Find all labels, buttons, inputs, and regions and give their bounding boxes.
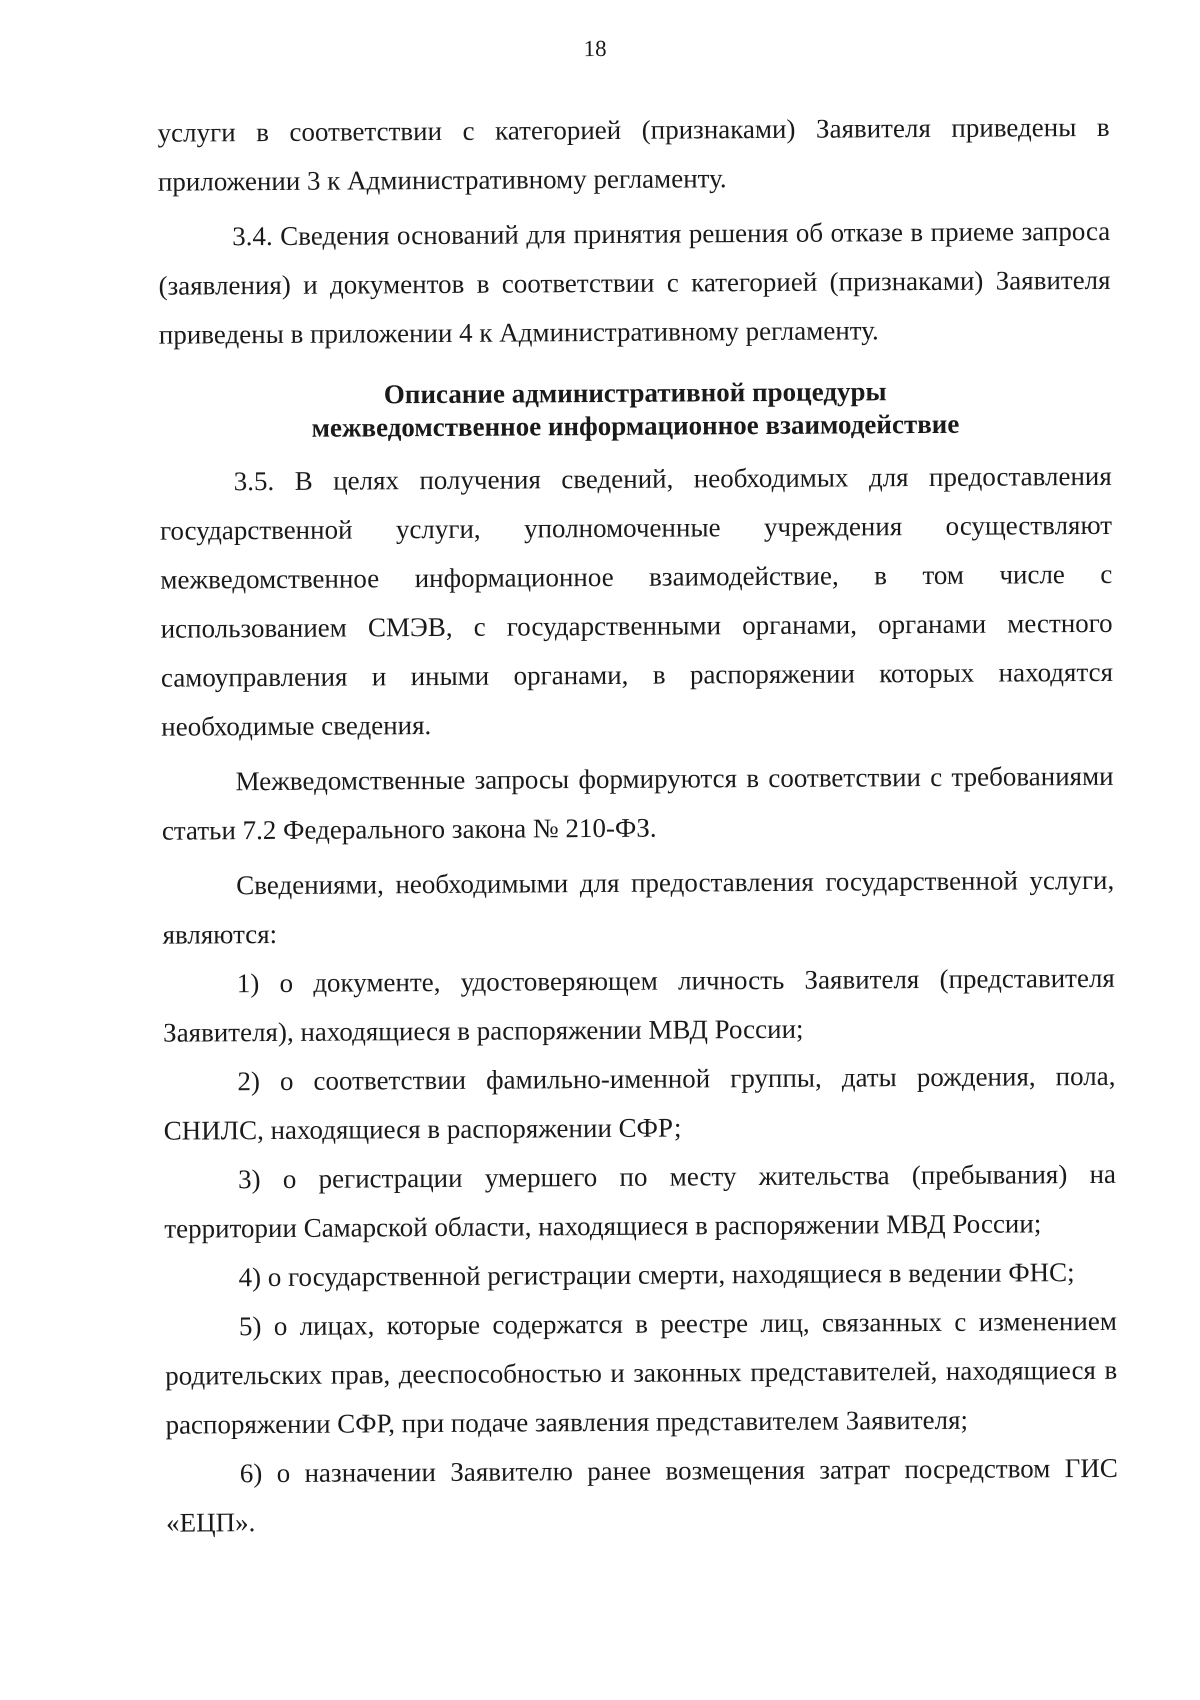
list-item-4: 4) о государственной регистрации смерти, находящиеся в ведении ФНС; xyxy=(238,1257,1075,1293)
section-heading-line-1: Описание административной процедуры xyxy=(383,376,887,410)
section-heading xyxy=(159,374,1111,446)
paragraph-3-5: 3.5. В целях получения сведений, необходимых для предоставления государственной услуги, уполномоченные учреждения осуществляют межведомственное информационное взаимодействие, в том числе с использованием СМЭВ, с государственными органами, органами местного самоуправления и иными органами, в распоряжении которых находятся необходимые сведения. xyxy=(159,460,1114,742)
list-item-6: 6) о назначении Заявителю ранее возмещения затрат посредством ГИС «ЕЦП». xyxy=(166,1452,1118,1538)
document-body xyxy=(157,103,1118,1548)
paragraph-continuation: услуги в соответствии с категорией (признаками) Заявителя приведены в приложении 3 к Административному регламенту. xyxy=(157,111,1110,197)
paragraph-3-4: 3.4. Сведения оснований для принятия решения об отказе в приеме запроса (заявления) и документов в соответствии с категорией (признаками) Заявителя приведены в приложении 4 к Административному регламенту. xyxy=(158,215,1111,350)
section-heading-line-2: межведомственное информационное взаимодействие xyxy=(311,408,960,443)
list-item-3: 3) о регистрации умершего по месту жительства (пребывания) на территории Самарской области, находящиеся в распоряжении МВД России; xyxy=(164,1158,1117,1244)
paragraph-required-information: Сведениями, необходимыми для предоставления государственной услуги, являются: xyxy=(162,864,1115,950)
list-item-1: 1) о документе, удостоверяющем личность Заявителя (представителя Заявителя), находящиеся в распоряжении МВД России; xyxy=(163,962,1115,1048)
list-item-5: 5) о лицах, которые содержатся в реестре лиц, связанных с изменением родительских прав, дееспособностью и законных представителей, находящиеся в распоряжении СФР, при подаче заявления представителем Заявителя; xyxy=(165,1305,1118,1440)
paragraph-interagency-requests: Межведомственные запросы формируются в соответствии с требованиями статьи 7.2 Федерального закона № 210-ФЗ. xyxy=(161,760,1114,846)
list-item-2: 2) о соответствии фамильно-именной группы, даты рождения, пола, СНИЛС, находящиеся в распоряжении СФР; xyxy=(163,1060,1116,1146)
page-number: 18 xyxy=(583,35,607,62)
